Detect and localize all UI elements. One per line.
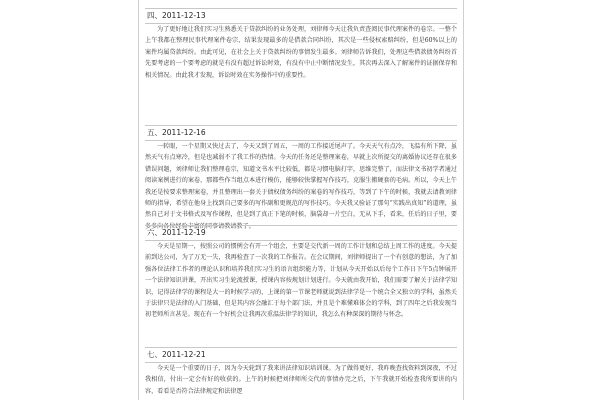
entry-body: 为了更好地让我们实习生熟悉关于贷款纠纷的业务处理，刘律师今天让我负责查阅民事代理案件的卷宗。一整个上午我都在整理民事代理案件卷宗，结果发现最多的是借款合同纠纷，其次是一些侵权索赔纠纷，但是60%以上的案件均属贷款纠纷。由此可见，在社会上关于贷款纠纷的事情发生最多。刘律师告诉我们，处理这些借款债务纠纷首先要考虑的一个要考虑的就是有没有超过诉讼时效，有没有中止中断情况发生，其次再去深入了解案件的证据保存和相关情况。由此我才发现，诉讼时效在实务操作中的重要性。: [145, 26, 457, 79]
entry-body: 今天是星期一，按照公司的惯例会有开一个组会，主要是交代新一周的工作计划和总结上周工作的进度。今天提前到达公司，为了万无一失，我再检查了一次我的工作报告。在会议期间，刘律师提出了一个有创意的想法，为了加强各位法律工作者的理论认识和培养我们实习生的语言组织能力等，计划从今天开始以后每个工作日下午5点钟展开一个法律知识讲课，开出实习生轮流授课，授课内容按规划计划进行。今天就由我开始，我们需要了解关于法律学知识，记得法律学的课程是大一的时候学习的，上课的第一节课老师就说到法律学是一个统合全又独立的学科，虽然关于法律只是法律的入门基础，但是其内容会融汇于每个部门法，并且是个难懂难体会的学科，到了四年之后我发现当初老师所言甚是。现在有一个好机会让我再次重温法律学的知识，我怎么有种深深的期待与怀念。: [145, 243, 457, 319]
entry-body: 一转眼，一个星期又快过去了，今天又到了周五，一周的工作接近尾声了。今天天气有点冷，飞温有所下降，虽然天气有点寒冷，但是也减弱不了我工作的热情。今天的任务还是整理案卷，早就上次所提交的离婚协议还存在很多错误问题，刘律师让我们整理卷宗，知道文书水平比较低，都是习惯电脑打字，思维完整了，而法律文书初学者通过阅读案例进行的案卷，那都些作当组点本进行模仿，能够较快掌握写作技巧，克服生搬硬套的毛病。所以，今天上午我还是按要求整理案卷，并且整理出一套关于债权债务纠纷的案卷的写作技巧，等到了下午的时候，我就去请教刘律师的指导，希望在他身上找到自己要多的写作副和更规范的写作技巧。今天我又验证了那句“实践出真知”的道理，虽然自己对于文书格式及写作课程，但是到了真正下笔的时候，脑袋却一片空白，无从下手，看来，任后的日子里，要多多向各位经验丰富的同事请教请教了。: [145, 143, 457, 230]
entry-heading: 五、2011-12-16: [145, 125, 457, 141]
entry-heading: 六、2011-12-19: [145, 225, 457, 241]
document-page: [138, 0, 464, 400]
entry-heading: 四、2011-12-13: [145, 8, 457, 24]
entry-body: 今天是一个重要的日子，因为今天轮到了我来讲法律知识培训课。为了做得更好，我昨晚查找资料到深夜，不过我相信，付出一定会有好的收获的。上午的时候把刘律师所交代的事情办完之后，下午我就开始检查我所要讲的内容，看看是否符合法律规定和法律逻: [145, 365, 457, 395]
entry-heading: 七、2011-12-21: [145, 347, 457, 363]
